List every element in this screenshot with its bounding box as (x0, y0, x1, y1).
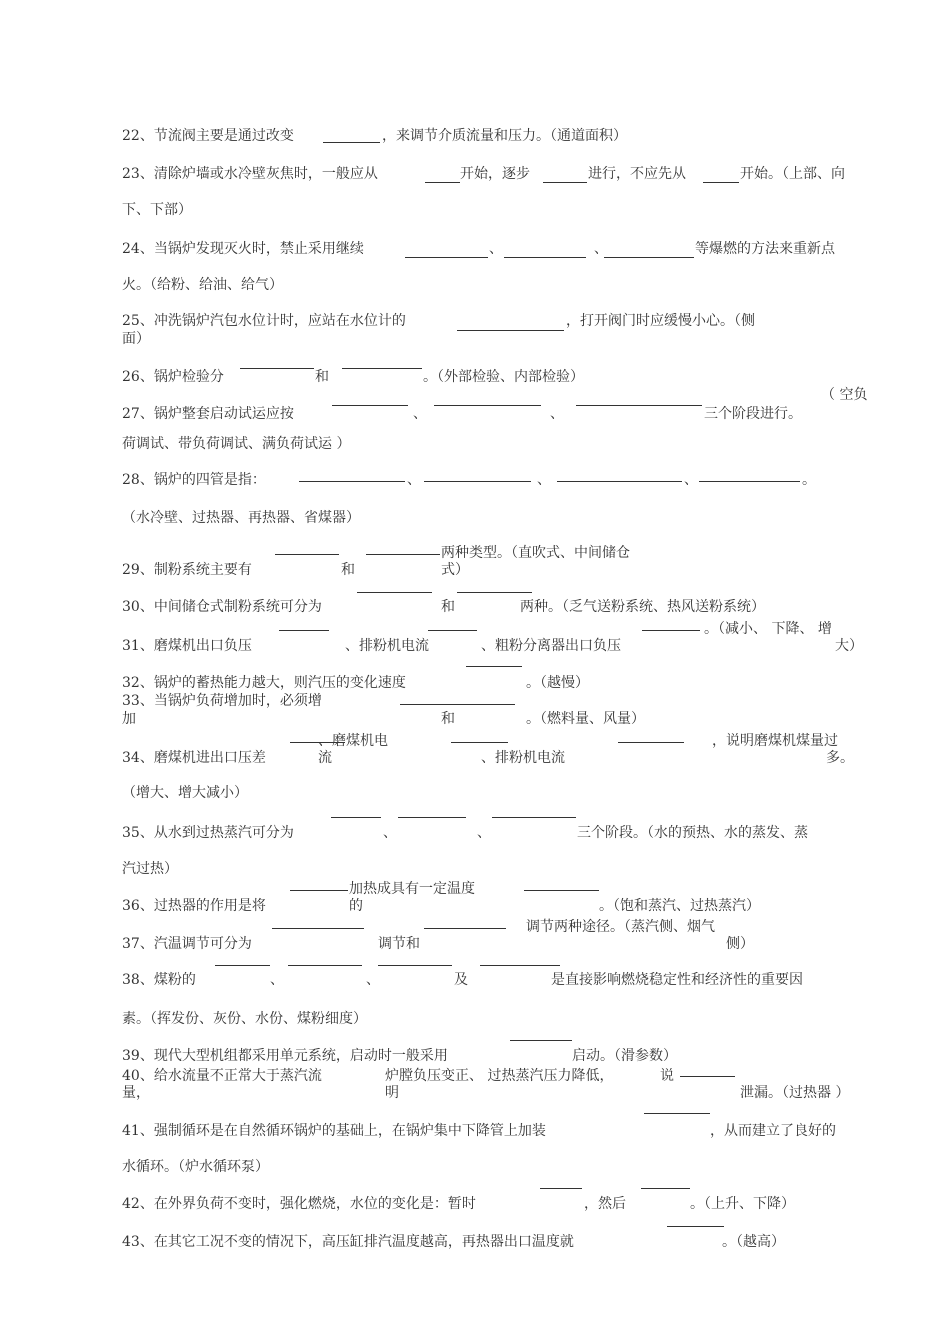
q35-blank-1 (398, 817, 466, 818)
q29-blank-1 (366, 554, 440, 555)
q43-text-0: 43、在其它工况不变的情况下，高压缸排汽温度越高，再热器出口温度就 (122, 1234, 574, 1250)
q31-blank-1 (428, 630, 477, 631)
q37-text-3: 侧） (726, 936, 754, 952)
q43-text-1: 。（越高） (722, 1234, 785, 1250)
q38-blank-1 (288, 965, 362, 966)
q41-text-1: ，从而建立了良好的 (710, 1123, 836, 1139)
q38-text-4: 是直接影响燃烧稳定性和经济性的重要因 (551, 972, 803, 988)
q24-text-1: 、 (489, 241, 503, 257)
q22-text-1: ，来调节介质流量和压力。（通道面积） (382, 128, 627, 144)
q28-blank-3 (699, 481, 800, 482)
q27-text-0: 27、锅炉整套启动试运应按 (122, 406, 294, 422)
q40-blank-1 (644, 1113, 710, 1114)
q27-text-3: 三个阶段进行。 (704, 406, 802, 422)
q28-text-4: 。 (802, 472, 816, 488)
q24-blank-0 (405, 257, 488, 258)
q25-text-2: 面） (122, 331, 150, 347)
q30-blank-1 (457, 592, 532, 593)
q26-text-0: 26、锅炉检验分 (122, 369, 224, 385)
q40-text-1: 炉膛负压变正、 过热蒸汽压力降低， (385, 1068, 614, 1084)
q39-text-0: 39、现代大型机组都采用单元系统，启动时一般采用 (122, 1048, 448, 1064)
q34-text-4: 、排粉机电流 (481, 750, 565, 766)
q34-text-2: 34、磨煤机进出口压差 (122, 750, 266, 766)
q36-blank-0 (290, 890, 348, 891)
q23-blank-1 (543, 182, 587, 183)
q27-text-1: 、 (413, 406, 427, 422)
q40-text-5: 泄漏。（过热器 ） (740, 1085, 850, 1101)
q25-text-1: ，打开阀门时应缓慢小心。（侧 (566, 313, 755, 329)
q37-blank-1 (424, 928, 506, 929)
q33-text-0: 33、当锅炉负荷增加时，必须增 (122, 693, 322, 709)
q23-text-2: 进行，不应先从 (588, 166, 686, 182)
q31-blank-0 (279, 630, 329, 631)
q38-text-2: 、 (366, 972, 380, 988)
q35-text-4: 汽过热） (122, 861, 178, 877)
q35-text-2: 、 (477, 825, 491, 841)
q26-text-1: 和 (315, 369, 329, 385)
q42-text-1: ，然后 (584, 1196, 626, 1212)
q37-text-2: 调节两种途径。（蒸汽侧、烟气 (526, 919, 715, 935)
q28-text-3: 、 (684, 472, 698, 488)
q28-text-1: 、 (407, 472, 421, 488)
q38-blank-0 (215, 965, 270, 966)
q33-text-3: 。（燃料量、风量） (526, 711, 645, 727)
q37-blank-0 (272, 928, 364, 929)
q32-blank-0 (466, 666, 522, 667)
q37-text-0: 37、汽温调节可分为 (122, 936, 252, 952)
q36-text-3: 。（饱和蒸汽、过热蒸汽） (599, 898, 760, 914)
q33-text-2: 和 (441, 711, 455, 727)
q42-blank-0 (540, 1188, 582, 1189)
q26-blank-0 (240, 368, 314, 369)
q33-text-1: 加 (122, 711, 136, 727)
q31-text-0: 。（减小、 下降、 增 (704, 621, 832, 637)
q23-text-1: 开始，逐步 (460, 166, 530, 182)
q29-text-1: 29、制粉系统主要有 (122, 562, 252, 578)
q24-text-4: 火。（给粉、给油、给气） (122, 277, 283, 293)
q35-text-0: 35、从水到过热蒸汽可分为 (122, 825, 294, 841)
q28-text-0: 28、锅炉的四管是指： (122, 472, 266, 488)
q39-text-1: 启动。（滑参数） (572, 1048, 677, 1064)
q22-text-0: 22、节流阀主要是通过改变 (122, 128, 294, 144)
q42-text-2: 。（上升、下降） (690, 1196, 795, 1212)
q27-text-2: 、 (550, 406, 564, 422)
q38-blank-2 (378, 965, 452, 966)
q41-text-0: 41、强制循环是在自然循环锅炉的基础上，在锅炉集中下降管上加装 (122, 1123, 546, 1139)
q34-text-3: 流 (318, 750, 332, 766)
q40-text-2: 说 (660, 1068, 674, 1084)
q35-text-3: 三个阶段。（水的预热、水的蒸发、蒸 (577, 825, 808, 841)
q30-text-2: 两种。（乏气送粉系统、热风送粉系统） (520, 599, 765, 615)
q23-text-0: 23、清除炉墙或水冷壁灰焦时，一般应从 (122, 166, 378, 182)
q22-blank-0 (323, 142, 380, 143)
q32-text-1: 。（越慢） (526, 675, 589, 691)
q40-blank-0 (680, 1076, 735, 1077)
q42-text-0: 42、在外界负荷不变时，强化燃烧，水位的变化是：暂时 (122, 1196, 476, 1212)
q24-text-2: 、 (594, 241, 608, 257)
q30-text-0: 30、中间储仓式制粉系统可分为 (122, 599, 322, 615)
q38-blank-3 (480, 965, 560, 966)
q33-blank-1 (457, 704, 515, 705)
q34-text-0: 、磨煤机电 (318, 733, 388, 749)
q25-text-0: 25、冲洗锅炉汽包水位计时，应站在水位计的 (122, 313, 406, 329)
q29-text-3: 式） (441, 562, 469, 578)
q34-text-1: ，说明磨煤机煤量过 (712, 733, 838, 749)
q38-text-3: 及 (454, 972, 468, 988)
q36-text-0: 加热成具有一定温度 (349, 881, 475, 897)
q38-text-5: 素。（挥发份、灰份、水份、煤粉细度） (122, 1011, 367, 1027)
q37-text-1: 调节和 (378, 936, 420, 952)
q31-text-4: 大） (835, 638, 863, 654)
q27-text-4: （ 空负 (821, 387, 868, 403)
q23-blank-0 (425, 182, 460, 183)
q42-blank-1 (641, 1188, 690, 1189)
q36-blank-1 (524, 890, 599, 891)
q34-blank-2 (618, 742, 684, 743)
q41-text-2: 水循环。（炉水循环泵） (122, 1159, 269, 1175)
q28-blank-1 (424, 481, 531, 482)
q40-text-4: 明 (385, 1085, 399, 1101)
q31-blank-2 (642, 630, 700, 631)
q38-text-1: 、 (270, 972, 284, 988)
q27-text-5: 荷调试、带负荷调试、满负荷试运 ） (122, 436, 351, 452)
q31-text-2: 、排粉机电流 (345, 638, 429, 654)
q24-text-3: 等爆燃的方法来重新点 (695, 241, 835, 257)
q29-text-2: 和 (341, 562, 355, 578)
q39-blank-0 (510, 1040, 572, 1041)
q23-blank-2 (703, 182, 739, 183)
q40-text-0: 40、给水流量不正常大于蒸汽流 (122, 1068, 322, 1084)
q23-text-4: 下、下部） (122, 202, 192, 218)
q23-text-3: 开始。（上部、向 (740, 166, 845, 182)
q26-text-2: 。（外部检验、内部检验） (423, 369, 584, 385)
q35-text-1: 、 (383, 825, 397, 841)
q28-blank-2 (557, 481, 682, 482)
q35-blank-2 (492, 817, 576, 818)
q31-text-3: 、粗粉分离器出口负压 (481, 638, 621, 654)
q28-blank-0 (299, 481, 405, 482)
q28-text-2: 、 (537, 472, 551, 488)
q35-blank-0 (331, 817, 381, 818)
q27-blank-0 (332, 405, 408, 406)
q34-blank-0 (290, 742, 345, 743)
q31-text-1: 31、磨煤机出口负压 (122, 638, 252, 654)
q25-blank-0 (457, 330, 564, 331)
q32-text-0: 32、锅炉的蓄热能力越大，则汽压的变化速度 (122, 675, 406, 691)
q29-text-0: 两种类型。（直吹式、中间储仓 (441, 545, 630, 561)
q26-blank-1 (342, 368, 422, 369)
q24-blank-2 (604, 257, 694, 258)
q34-text-6: （增大、增大减小） (122, 785, 248, 801)
q27-blank-1 (434, 405, 541, 406)
q34-text-5: 多。 (826, 750, 854, 766)
q43-blank-0 (667, 1226, 724, 1227)
q30-blank-0 (357, 592, 432, 593)
q36-text-2: 的 (349, 898, 363, 914)
q24-blank-1 (504, 257, 586, 258)
q30-text-1: 和 (441, 599, 455, 615)
q34-blank-1 (451, 742, 508, 743)
q29-blank-0 (275, 554, 339, 555)
q40-text-3: 量， (122, 1085, 150, 1101)
q36-text-1: 36、过热器的作用是将 (122, 898, 266, 914)
q38-text-0: 38、煤粉的 (122, 972, 196, 988)
q28-text-5: （水冷壁、过热器、再热器、省煤器） (122, 510, 360, 526)
q27-blank-2 (576, 405, 702, 406)
q24-text-0: 24、当锅炉发现灭火时，禁止采用继续 (122, 241, 364, 257)
